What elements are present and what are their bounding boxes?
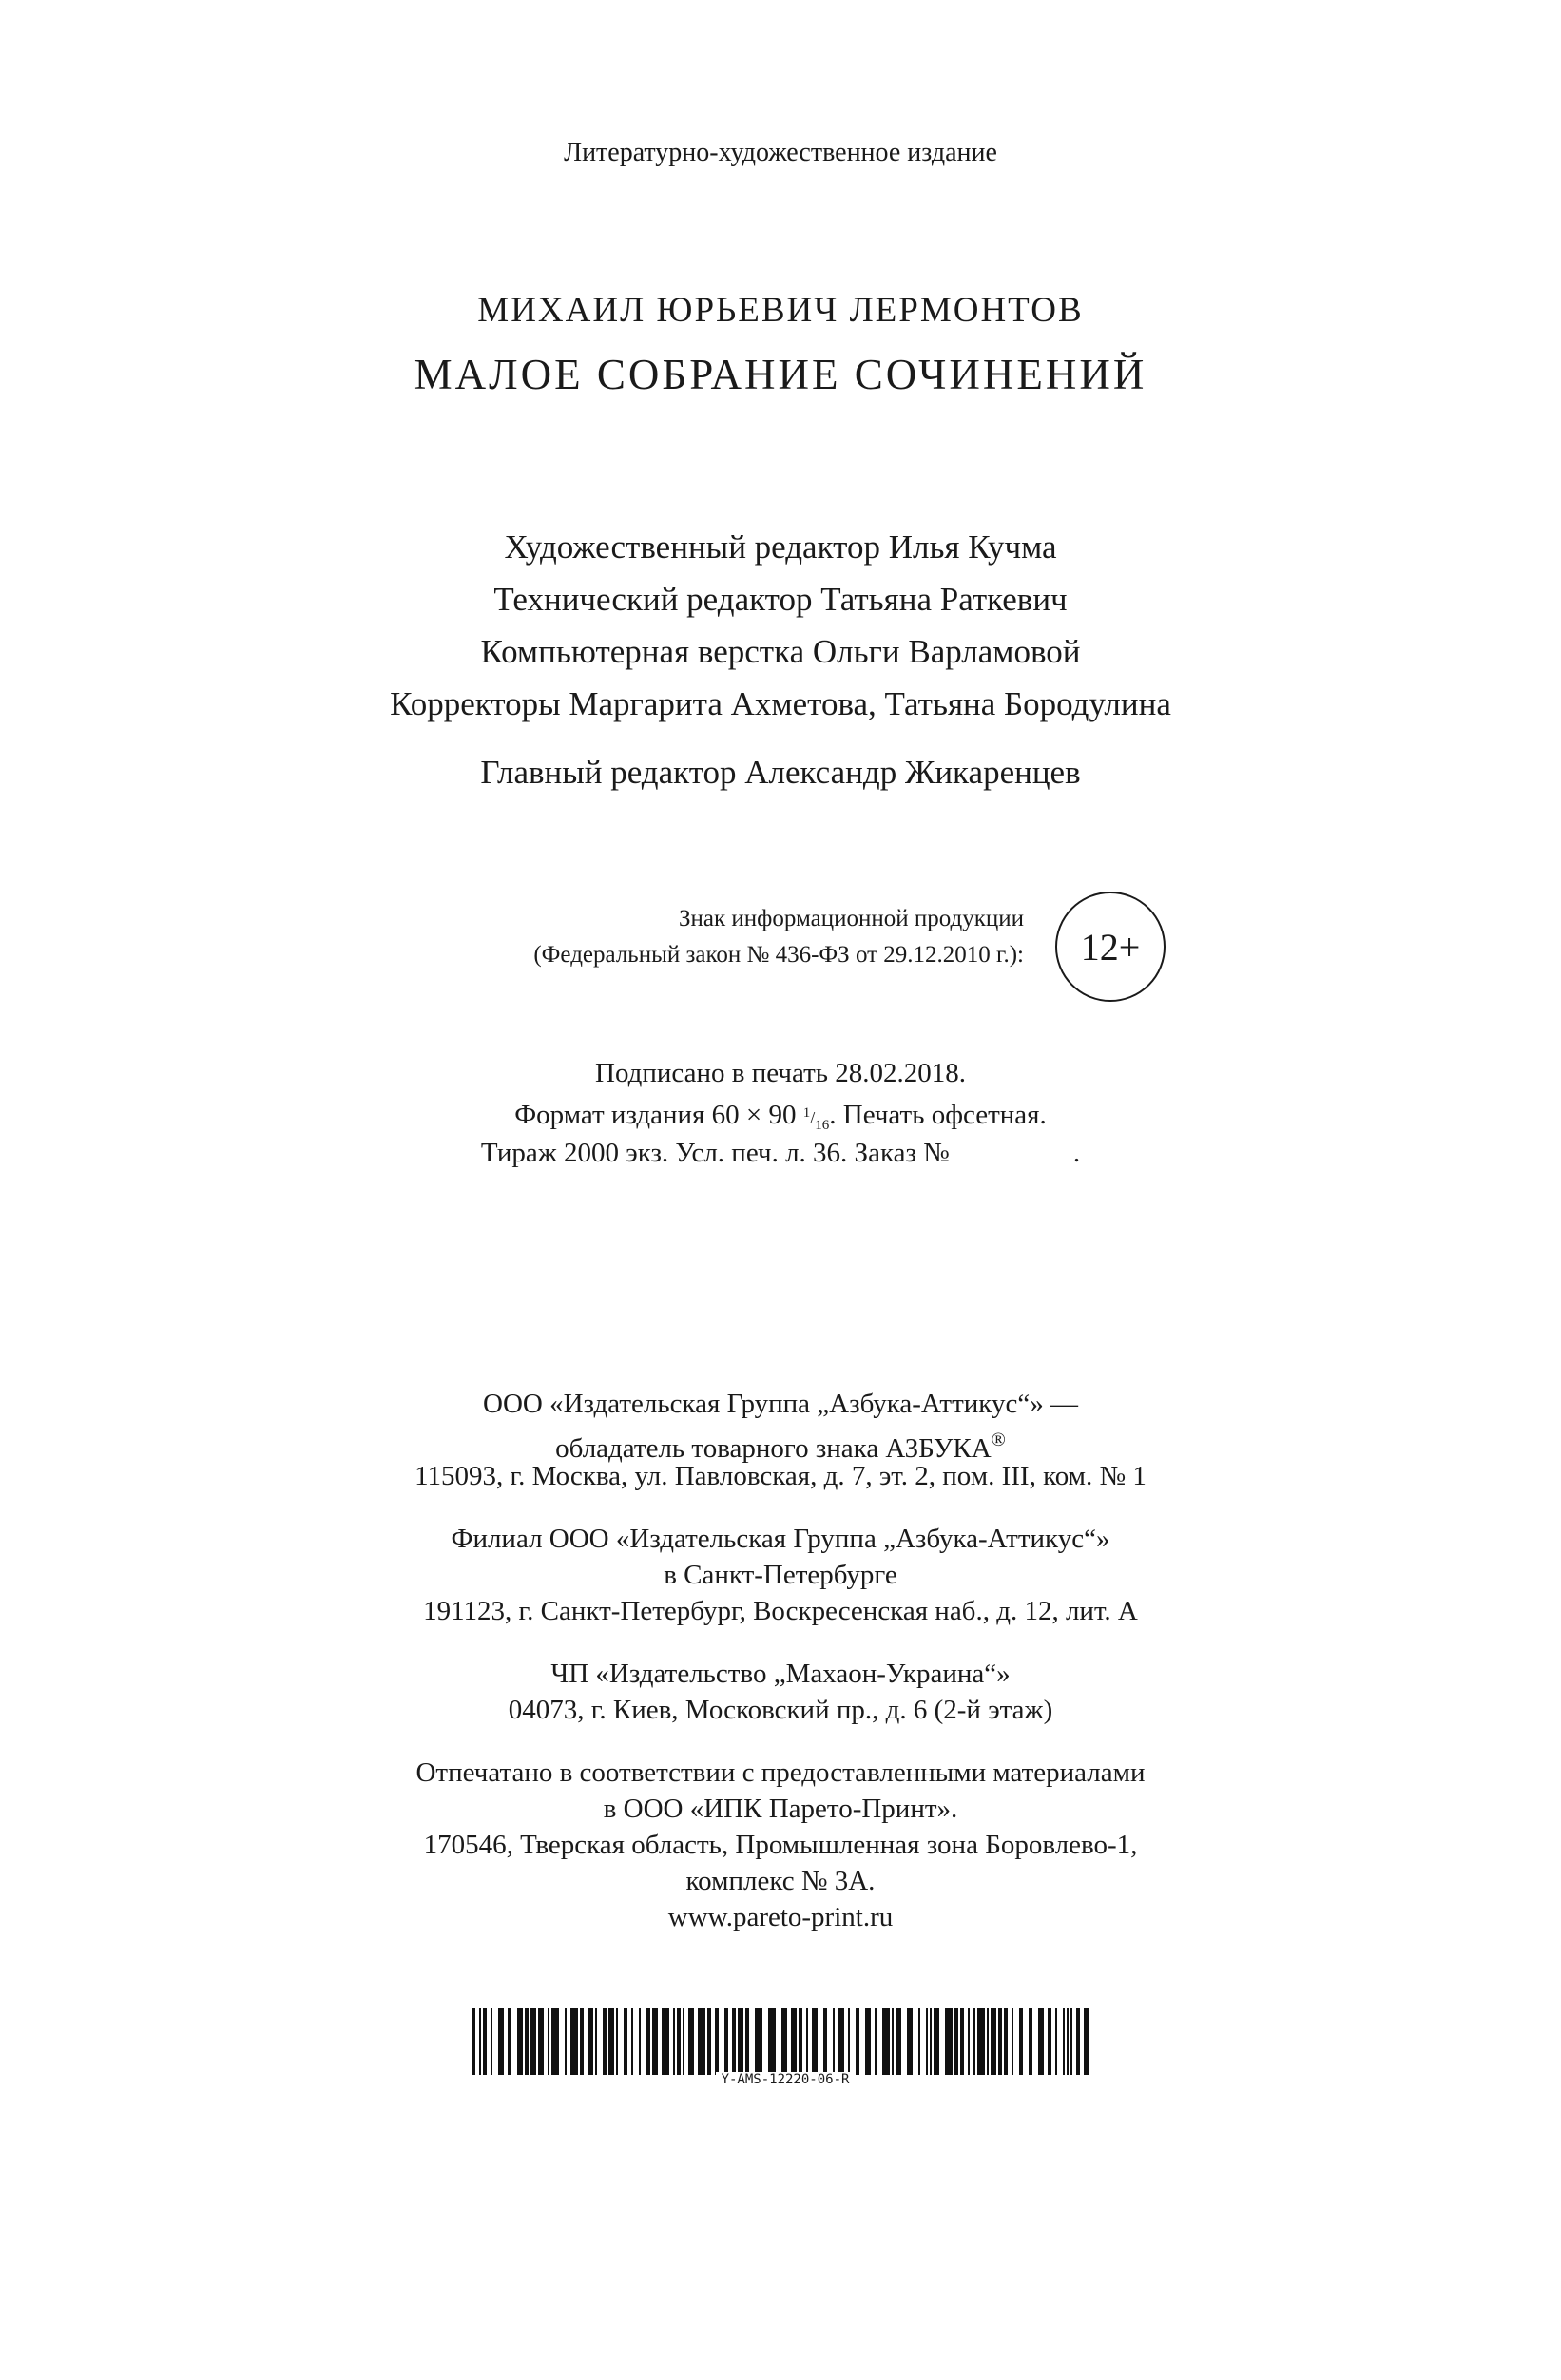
barcode-bar <box>960 2008 964 2075</box>
barcode-bar <box>875 2008 877 2075</box>
printer-line3: 170546, Тверская область, Промышленная зона Боровлево-1, <box>423 1830 1138 1860</box>
barcode-bar <box>745 2008 749 2075</box>
barcode-bar <box>1038 2008 1044 2075</box>
barcode-bar <box>483 2008 487 2075</box>
barcode-bar <box>1019 2008 1023 2075</box>
barcode-bar <box>799 2008 802 2075</box>
publisher-main-name: ООО «Издательская Группа „Азбука-Аттикус“» — <box>483 1389 1078 1419</box>
barcode-bar <box>683 2008 684 2075</box>
credit-proofreaders: Корректоры Маргарита Ахметова, Татьяна Бородулина <box>390 685 1171 722</box>
barcode-bar <box>517 2008 523 2075</box>
age-rating-note <box>533 901 1024 973</box>
printer-website: www.pareto-print.ru <box>667 1902 894 1932</box>
barcode-bar <box>538 2008 544 2075</box>
barcode-bar <box>1004 2008 1008 2075</box>
barcode-bar <box>998 2008 1002 2075</box>
barcode-bar <box>624 2008 627 2075</box>
chief-editor: Главный редактор Александр Жикаренцев <box>480 754 1081 791</box>
barcode-bar <box>565 2008 567 2075</box>
barcode-bar <box>1084 2008 1089 2075</box>
barcode-bar <box>945 2008 953 2075</box>
publisher-branch-address: 191123, г. Санкт-Петербург, Воскресенская наб., д. 12, лит. А <box>423 1596 1138 1626</box>
barcode-bar <box>707 2008 711 2075</box>
barcode-bar <box>812 2008 818 2075</box>
format-fraction: $^1/_{16}$ <box>802 1105 830 1133</box>
barcode-bar <box>551 2008 559 2075</box>
barcode-bar <box>698 2008 705 2075</box>
barcode-bar <box>1055 2008 1057 2075</box>
barcode-bar <box>968 2008 970 2075</box>
barcode-bar <box>1029 2008 1032 2075</box>
barcode-bar <box>1070 2008 1072 2075</box>
publishers-section <box>0 1386 1561 1962</box>
printer-line1: Отпечатано в соответствии с предоставленными материалами <box>415 1757 1146 1788</box>
barcode-bar <box>896 2008 901 2075</box>
format-prefix: Формат издания 60 × 90 <box>514 1100 803 1130</box>
age-rating-note-line2: (Федеральный закон № 436-ФЗ от 29.12.2010 г.): <box>533 942 1024 968</box>
barcode-bar <box>768 2008 776 2075</box>
barcode-bar <box>1063 2008 1065 2075</box>
credit-layout: Компьютерная верстка Ольги Варламовой <box>480 633 1081 670</box>
barcode-bar <box>977 2008 985 2075</box>
barcode-bar <box>580 2008 584 2075</box>
barcode-bar <box>1067 2008 1069 2075</box>
barcode-bar <box>603 2008 607 2075</box>
format-numerator: 1 <box>802 1105 811 1121</box>
barcode <box>472 2008 1099 2094</box>
credit-tech-editor: Технический редактор Татьяна Раткевич <box>493 581 1068 618</box>
barcode-bar <box>570 2008 578 2075</box>
barcode-bar <box>848 2008 850 2075</box>
barcode-bar <box>918 2008 920 2075</box>
registered-icon: ® <box>991 1430 1006 1450</box>
order-end: . <box>1072 1138 1081 1168</box>
age-rating-block <box>0 901 1561 996</box>
barcode-bar <box>791 2008 797 2075</box>
barcode-bar <box>755 2008 762 2075</box>
barcode-bar <box>491 2008 492 2075</box>
barcode-bar <box>525 2008 529 2075</box>
format-line <box>0 1093 1561 1133</box>
barcode-bar <box>1048 2008 1051 2075</box>
barcode-bar <box>738 2008 743 2075</box>
barcode-bar <box>631 2008 633 2075</box>
publisher-ukraine-address: 04073, г. Киев, Московский пр., д. 6 (2-й этаж) <box>508 1695 1053 1725</box>
circulation-text: Тираж 2000 экз. Усл. печ. л. 36. Заказ № <box>480 1138 950 1168</box>
barcode-bar <box>588 2008 593 2075</box>
publisher-ukraine-name: ЧП «Издательство „Махаон-Украина“» <box>550 1659 1011 1689</box>
barcode-bar <box>677 2008 681 2075</box>
barcode-bar <box>892 2008 894 2075</box>
publisher-main-address: 115093, г. Москва, ул. Павловская, д. 7, эт. 2, пом. III, ком. № 1 <box>414 1461 1147 1491</box>
publisher-ukraine <box>0 1656 1561 1728</box>
barcode-bar <box>954 2008 958 2075</box>
barcode-bar <box>479 2008 481 2075</box>
barcode-bar <box>673 2008 675 2075</box>
trademark-text: обладатель товарного знака АЗБУКА <box>555 1433 992 1464</box>
barcode-bar <box>882 2008 890 2075</box>
author-name: МИХАИЛ ЮРЬЕВИЧ ЛЕРМОНТОВ <box>477 291 1084 330</box>
book-title: МАЛОЕ СОБРАНИЕ СОЧИНЕНИЙ <box>414 351 1147 398</box>
barcode-bar <box>508 2008 511 2075</box>
barcode-bar <box>973 2008 975 2075</box>
publisher-main <box>0 1386 1561 1494</box>
barcode-bar <box>548 2008 549 2075</box>
circulation-line <box>0 1133 1561 1173</box>
barcode-bar <box>823 2008 827 2075</box>
barcode-bar <box>907 2008 913 2075</box>
barcode-bar <box>926 2008 928 2075</box>
publisher-main-trademark-line <box>0 1422 1561 1464</box>
barcode-bar <box>930 2008 932 2075</box>
age-rating-badge <box>1055 892 1166 1002</box>
barcode-bar <box>595 2008 597 2075</box>
format-denominator: 16 <box>815 1118 830 1133</box>
barcode-bar <box>833 2008 835 2075</box>
barcode-bar <box>732 2008 736 2075</box>
barcode-bar <box>781 2008 787 2075</box>
credit-art-editor: Художественный редактор Илья Кучма <box>504 528 1057 566</box>
barcode-bar <box>639 2008 641 2075</box>
signed-date: Подписано в печать 28.02.2018. <box>595 1058 966 1088</box>
publisher-branch-name: Филиал ООО «Издательская Группа „Азбука-Аттикус“» <box>451 1524 1110 1554</box>
print-info <box>0 1053 1561 1173</box>
barcode-bar <box>934 2008 939 2075</box>
barcode-bar <box>838 2008 844 2075</box>
barcode-bar <box>608 2008 614 2075</box>
barcode-caption-text: Y-AMS-12220-06-R <box>716 2072 856 2087</box>
printer-line2: в ООО «ИПК Парето-Принт». <box>603 1794 958 1824</box>
barcode-bar <box>991 2008 996 2075</box>
barcode-bar <box>616 2008 618 2075</box>
barcode-bar <box>472 2008 475 2075</box>
barcode-bar <box>688 2008 694 2075</box>
age-rating-value: 12+ <box>1080 925 1141 969</box>
barcode-bars <box>472 2008 1099 2075</box>
printer-line4: комплекс № 3А. <box>685 1866 876 1896</box>
publisher-branch <box>0 1521 1561 1629</box>
genre-label: Литературно-художественное издание <box>564 138 997 167</box>
age-rating-note-line1: Знак информационной продукции <box>678 906 1024 931</box>
barcode-bar <box>1076 2008 1080 2075</box>
format-suffix: . Печать офсетная. <box>829 1100 1047 1130</box>
barcode-bar <box>646 2008 650 2075</box>
publisher-branch-city: в Санкт-Петербурге <box>664 1560 897 1590</box>
barcode-bar <box>856 2008 859 2075</box>
barcode-bar <box>1012 2008 1013 2075</box>
barcode-bar <box>530 2008 536 2075</box>
printer-info <box>0 1755 1561 1935</box>
barcode-bar <box>724 2008 728 2075</box>
barcode-bar <box>498 2008 504 2075</box>
barcode-caption <box>472 2071 1099 2088</box>
barcode-bar <box>715 2008 719 2075</box>
barcode-bar <box>987 2008 989 2075</box>
barcode-bar <box>865 2008 871 2075</box>
credits-list <box>0 521 1561 730</box>
barcode-bar <box>662 2008 669 2075</box>
barcode-bar <box>806 2008 808 2075</box>
barcode-bar <box>652 2008 658 2075</box>
